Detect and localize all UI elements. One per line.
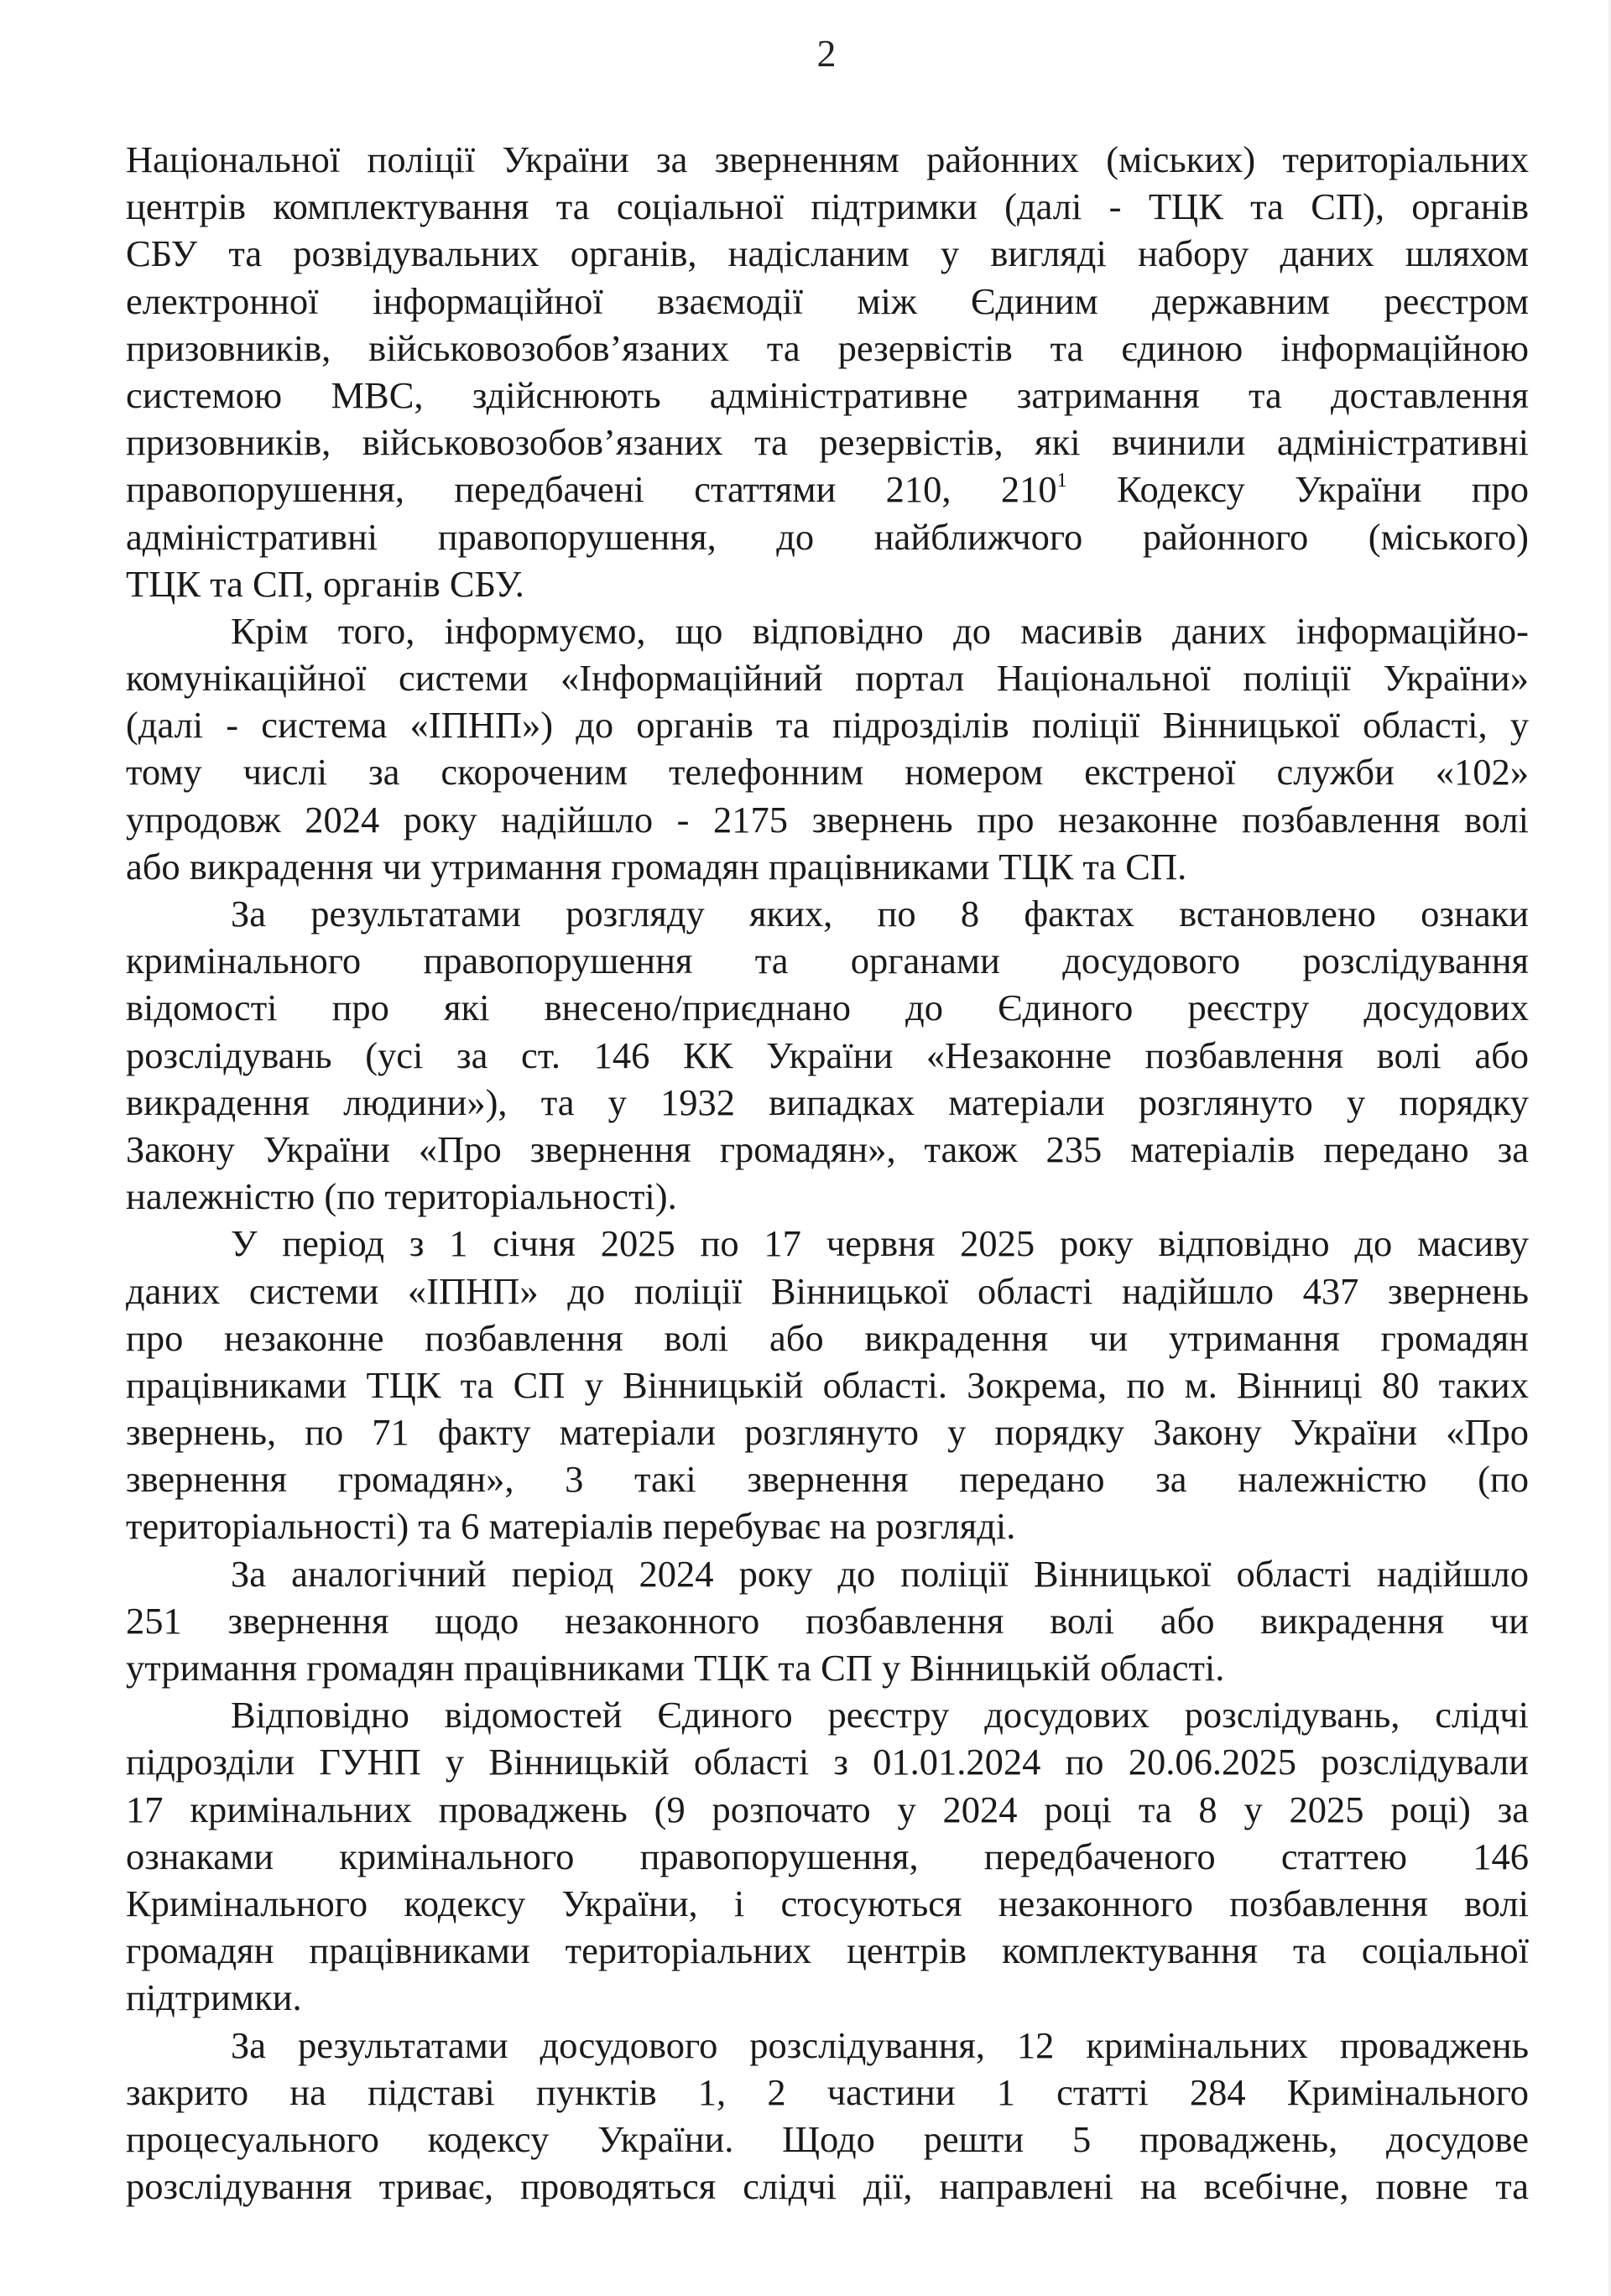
text-line: Закону України «Про звернення громадян», також 235 матеріалів передано за	[126, 1127, 1529, 1170]
text-line: про незаконне позбавлення волі або викрадення чи утримання громадян	[126, 1316, 1529, 1359]
text-line: системою МВС, здійснюють адміністративне затримання та доставлення	[126, 373, 1529, 416]
text-line: відомості про які внесено/приєднано до Єдиного реєстру досудових	[126, 987, 1529, 1029]
text-line-with-superscript	[126, 466, 1529, 513]
text-line: тому числі за скороченим телефонним номером екстреної служби «102»	[126, 751, 1529, 794]
text-line: закрито на підставі пунктів 1, 2 частини 1 статті 284 Кримінального	[126, 2070, 1529, 2113]
text-line: Кримінального кодексу України, і стосуються незаконного позбавлення волі	[126, 1882, 1529, 1924]
text-line: СБУ та розвідувальних органів, надісланим у вигляді набору даних шляхом	[126, 232, 1529, 275]
line-text-tail: Кодексу України про	[1066, 468, 1530, 511]
paragraph-same-period-2024	[126, 1550, 1529, 1692]
text-line: призовників, військовозобов’язаних та резервістів, які вчинили адміністративні	[126, 421, 1529, 464]
text-line: комунікаційної системи «Інформаційний портал Національної поліції України»	[126, 657, 1529, 700]
text-line: упродовж 2024 року надійшло - 2175 звернень про незаконне позбавлення волі	[126, 798, 1529, 841]
text-line: За результатами розгляду яких, по 8 фактах встановлено ознаки	[231, 893, 1529, 935]
text-line: процесуального кодексу України. Щодо решти 5 проваджень, досудове	[126, 2117, 1529, 2160]
text-line: ознаками кримінального правопорушення, передбаченого статтею 146	[126, 1835, 1529, 1877]
text-line: розслідування триває, проводяться слідчі дії, направлені на всебічне, повне та	[126, 2165, 1529, 2208]
text-line: призовників, військовозобов’язаних та резервістів та єдиною інформаційною	[126, 326, 1529, 369]
text-line: викрадення людини»), та у 1932 випадках матеріали розглянуто у порядку	[126, 1080, 1529, 1123]
text-line: За аналогічний період 2024 року до поліції Вінницької області надійшло	[231, 1552, 1529, 1595]
text-line: звернення громадян», 3 такі звернення передано за належністю (по	[126, 1458, 1529, 1501]
text-line: За результатами досудового розслідування, 12 кримінальних проваджень	[231, 2023, 1529, 2066]
text-line: Національної поліції України за зверненням районних (міських) територіальних	[126, 138, 1529, 180]
text-line: 17 кримінальних проваджень (9 розпочато у 2024 році та 8 у 2025 році) за	[126, 1788, 1529, 1830]
text-line: належністю (по територіальності).	[126, 1175, 677, 1218]
paragraph-criminal-proceedings	[126, 1691, 1529, 2021]
text-line: Крім того, інформуємо, що відповідно до масивів даних інформаційно-	[231, 609, 1529, 652]
text-line: утримання громадян працівниками ТЦК та СП у Вінницькій області.	[126, 1647, 1225, 1689]
line-text: правопорушення, передбачені статтями 210, 210	[126, 468, 1057, 511]
text-line: кримінального правопорушення та органами досудового розслідування	[126, 940, 1529, 982]
text-line: громадян працівниками територіальних центрів комплектування та соціальної	[126, 1929, 1529, 1972]
text-line: адміністративні правопорушення, до найближчого районного (міського)	[126, 515, 1529, 558]
document-body	[126, 136, 1529, 2210]
paragraph-ipnp-appeals-2024	[126, 607, 1529, 890]
paragraph-appeals-2025	[126, 1220, 1529, 1549]
text-line: підрозділи ГУНП у Вінницькій області з 01.01.2024 по 20.06.2025 розслідували	[126, 1741, 1529, 1783]
superscript: 1	[1056, 470, 1067, 492]
text-line: звернень, по 71 факту матеріали розглянуто у порядку Закону України «Про	[126, 1411, 1529, 1454]
paragraph-investigation-results	[126, 2022, 1529, 2210]
paragraph-police-detention	[126, 136, 1529, 607]
text-line: Відповідно відомостей Єдиного реєстру досудових розслідувань, слідчі	[231, 1694, 1529, 1736]
text-line: працівниками ТЦК та СП у Вінницькій області. Зокрема, по м. Вінниці 80 таких	[126, 1363, 1529, 1406]
text-line: підтримки.	[126, 1976, 302, 2019]
text-line: електронної інформаційної взаємодії між Єдиним державним реєстром	[126, 279, 1529, 322]
text-line: або викрадення чи утримання громадян працівниками ТЦК та СП.	[126, 845, 1187, 888]
paragraph-review-results	[126, 890, 1529, 1220]
text-line: 251 звернення щодо незаконного позбавлення волі або викрадення чи	[126, 1599, 1529, 1642]
text-line: територіальності) та 6 матеріалів перебуває на розгляді.	[126, 1505, 1016, 1548]
text-line: даних системи «ІПНП» до поліції Вінницької області надійшло 437 звернень	[126, 1269, 1529, 1312]
text-line: У період з 1 січня 2025 по 17 червня 2025 року відповідно до масиву	[231, 1222, 1529, 1265]
text-line: (далі - система «ІПНП») до органів та підрозділів поліції Вінницької області, у	[126, 704, 1529, 747]
text-line: ТЦК та СП, органів СБУ.	[126, 562, 524, 605]
text-line: розслідувань (усі за ст. 146 КК України «Незаконне позбавлення волі або	[126, 1033, 1529, 1076]
text-line: центрів комплектування та соціальної підтримки (далі - ТЦК та СП), органів	[126, 185, 1529, 228]
page-number: 2	[816, 32, 837, 75]
